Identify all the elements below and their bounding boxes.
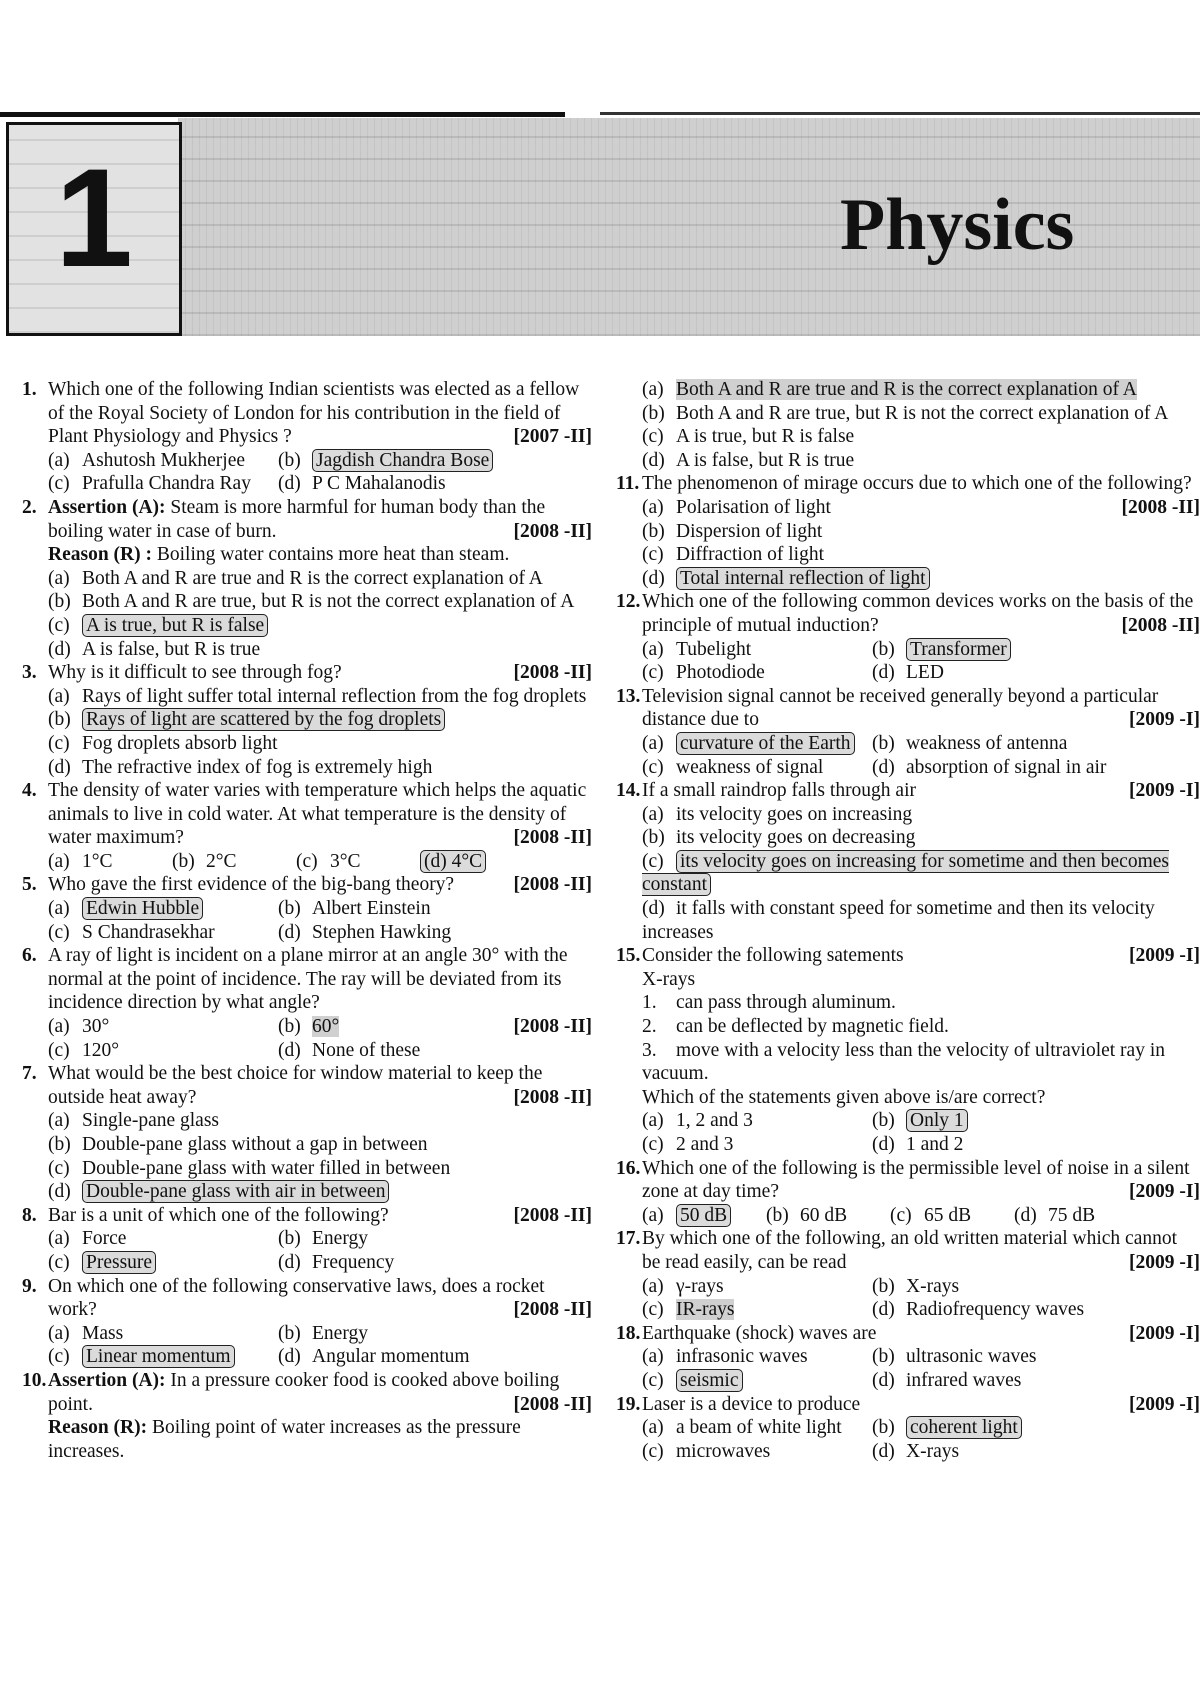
question-5: 5. Who gave the first evidence of the big-bang theory? [2008 -II]: [22, 874, 592, 896]
option-answer-marked[interactable]: 60°: [312, 1016, 340, 1038]
options-row: (a) curvature of the Earth (b) weakness of antenna: [642, 732, 1068, 754]
option[interactable]: microwaves: [676, 1440, 771, 1462]
option-row: (a) its velocity goes on increasing: [642, 803, 913, 825]
left-column: [22, 378, 592, 1463]
option-row: (c) its velocity goes on increasing for sometime and then becomes constant: [642, 850, 1169, 896]
question-text: Which one of the following Indian scientists was elected as a fellow of the Royal Society of London for his contribution in the field of Plant Physiology and Physics ?: [48, 379, 580, 448]
statement-question: Which of the statements given above is/are correct?: [642, 1086, 1046, 1108]
reason: Reason (R): Boiling point of water increases as the pressure increases.: [48, 1417, 521, 1462]
question-8: 8. Bar is a unit of which one of the following? [2008 -II]: [22, 1204, 592, 1226]
chapter-title: Physics: [840, 184, 1075, 266]
option-row: (d) A is false, but R is true: [642, 449, 855, 471]
option[interactable]: Double-pane glass with water filled in between: [82, 1157, 451, 1179]
question-13: 13. Television signal cannot be received generally beyond a particular distance due to [2009 -I]: [616, 685, 1200, 731]
option[interactable]: Albert Einstein: [312, 898, 431, 920]
option[interactable]: 2 and 3: [676, 1134, 734, 1155]
option[interactable]: Mass: [82, 1322, 124, 1344]
option[interactable]: Energy: [312, 1228, 368, 1250]
option-row: (b) Dispersion of light: [642, 520, 823, 542]
question-11: 11. The phenomenon of mirage occurs due to which one of the following? [2008 -II]: [616, 473, 1200, 518]
option[interactable]: Force: [82, 1228, 127, 1250]
option-row: (a) Both A and R are true and R is the correct explanation of A: [48, 567, 543, 589]
option-answer-marked[interactable]: coherent light: [906, 1416, 1022, 1439]
options-row: (c) Photodiode (d) LED: [642, 662, 944, 684]
option[interactable]: A is false, but R is true: [82, 638, 261, 660]
option-row: (c) A is true, but R is false: [22, 614, 592, 638]
options-row: (a) γ-rays (b) X-rays: [642, 1275, 960, 1297]
option[interactable]: Both A and R are true and R is the correct explanation of A: [82, 567, 543, 589]
option-answer-marked[interactable]: Edwin Hubble: [82, 897, 203, 920]
question-7: 7. What would be the best choice for window material to keep the outside heat away? [2008 -II]: [22, 1063, 592, 1108]
option[interactable]: infrared waves: [906, 1369, 1022, 1391]
question-1: 1. Which one of the following Indian scientists was elected as a fellow of the Royal Society of London for his contribution in the field of Plant Physiology and Physics ? [2007 -II]: [22, 379, 592, 448]
option-answer-marked[interactable]: its velocity goes on increasing for sometime and then becomes constant: [642, 850, 1169, 896]
option-answer-marked[interactable]: Jagdish Chandra Bose: [312, 449, 493, 472]
option[interactable]: absorption of signal in air: [906, 756, 1107, 778]
option[interactable]: 30°: [82, 1016, 110, 1038]
option-row: (a) Both A and R are true and R is the correct explanation of A: [642, 379, 1137, 400]
option[interactable]: 3°C: [330, 850, 361, 872]
option-row: (b) Rays of light are scattered by the fog droplets: [22, 708, 592, 732]
options-row: (a) Ashutosh Mukherjee (b) Jagdish Chandra Bose: [22, 449, 592, 473]
right-column: [616, 378, 1200, 1463]
question-12: 12. Which one of the following common devices works on the basis of the principle of mutual induction? [2008 -II]: [616, 591, 1200, 636]
option[interactable]: Polarisation of light: [676, 496, 831, 518]
option[interactable]: The refractive index of fog is extremely high: [82, 756, 433, 778]
statement: 2. can be deflected by magnetic field.: [642, 1016, 949, 1038]
option-answer-marked[interactable]: 50 dB: [676, 1204, 731, 1227]
option[interactable]: γ-rays: [676, 1275, 724, 1297]
option[interactable]: Energy: [312, 1322, 368, 1344]
option[interactable]: Both A and R are true, but R is not the correct explanation of A: [676, 402, 1169, 424]
option-answer-marked[interactable]: Only 1: [906, 1109, 968, 1132]
option-answer-marked[interactable]: Double-pane glass with air in between: [82, 1180, 389, 1203]
option-row: (b) Both A and R are true, but R is not the correct explanation of A: [48, 591, 575, 613]
options-row: (a) infrasonic waves (b) ultrasonic waves: [642, 1346, 1037, 1368]
option-answer-marked[interactable]: seismic: [676, 1369, 743, 1392]
options-row: (a) 30° (b) 60° [2008 -II]: [48, 1016, 592, 1038]
option[interactable]: 2°C: [206, 850, 237, 872]
question-14: 14. If a small raindrop falls through air [2009 -I]: [616, 780, 1200, 802]
question-6: 6. A ray of light is incident on a plane mirror at an angle 30° with the normal at the point of incidence. The ray will be deviated from its incidence direction by what angle?: [22, 945, 568, 1014]
option[interactable]: A is false, but R is true: [676, 449, 855, 471]
option[interactable]: Prafulla Chandra Ray: [82, 473, 251, 495]
options-row: (a) Force (b) Energy: [48, 1228, 368, 1250]
question-17: 17. By which one of the following, an old written material which cannot be read easily, can be read [2009 -I]: [616, 1228, 1200, 1273]
options-row: (c) S Chandrasekhar (d) Stephen Hawking: [48, 921, 452, 943]
option-row: (d) Double-pane glass with air in between: [22, 1180, 592, 1204]
option[interactable]: 60 dB: [800, 1204, 848, 1226]
option[interactable]: Rays of light suffer total internal reflection from the fog droplets: [82, 685, 587, 707]
options-row: (c) 2 and 3 (d) 1 and 2: [642, 1134, 964, 1155]
option-row: (d) A is false, but R is true: [48, 638, 261, 660]
option[interactable]: S Chandrasekhar: [82, 921, 215, 943]
option-answer-marked[interactable]: curvature of the Earth: [676, 732, 855, 755]
option-answer-marked[interactable]: IR-rays: [676, 1299, 735, 1321]
option[interactable]: None of these: [312, 1039, 421, 1061]
options-row: (a) Tubelight (b) Transformer: [616, 638, 1200, 662]
option-row: (d) it falls with constant speed for sometime and then its velocity increases: [642, 898, 1155, 943]
option[interactable]: Dispersion of light: [676, 520, 823, 542]
statement: 3. move with a velocity less than the velocity of ultraviolet ray in vacuum.: [642, 1039, 1165, 1085]
option[interactable]: X-rays: [906, 1275, 960, 1297]
option[interactable]: Both A and R are true, but R is not the correct explanation of A: [82, 591, 575, 613]
options-row: (c) Prafulla Chandra Ray (d) P C Mahalanodis: [48, 473, 446, 495]
option[interactable]: Tubelight: [676, 638, 752, 660]
option[interactable]: 120°: [82, 1039, 120, 1061]
option[interactable]: Frequency: [312, 1251, 395, 1273]
question-15: 15. Consider the following satements [2009 -I]: [616, 945, 1200, 967]
option-answer-marked[interactable]: Rays of light are scattered by the fog droplets: [82, 708, 445, 731]
option[interactable]: 1, 2 and 3: [676, 1110, 753, 1132]
option[interactable]: Double-pane glass without a gap in between: [82, 1134, 428, 1155]
option[interactable]: Photodiode: [676, 662, 765, 684]
option-answer-marked[interactable]: (d) 4°C: [420, 850, 486, 873]
option-row: (c) Fog droplets absorb light: [48, 732, 278, 754]
option[interactable]: Angular momentum: [312, 1346, 470, 1368]
option[interactable]: LED: [906, 662, 944, 684]
option[interactable]: Single-pane glass: [82, 1110, 220, 1132]
question-18: 18. Earthquake (shock) waves are [2009 -I]: [616, 1322, 1200, 1344]
options-row: (a) 50 dB (b) 60 dB (c) 65 dB (d) 75 dB: [642, 1204, 1096, 1226]
options-row: (c) weakness of signal (d) absorption of signal in air: [642, 756, 1107, 778]
option-answer-marked[interactable]: Linear momentum: [82, 1345, 235, 1368]
option[interactable]: its velocity goes on increasing: [676, 803, 913, 825]
option-row: (d) The refractive index of fog is extremely high: [48, 756, 433, 778]
option-answer-marked[interactable]: A is true, but R is false: [82, 614, 268, 637]
option-row: (b) Both A and R are true, but R is not the correct explanation of A: [642, 402, 1169, 424]
reason: Reason (R) : Boiling water contains more heat than steam.: [48, 544, 510, 566]
option[interactable]: weakness of antenna: [906, 732, 1068, 754]
options-row: (c) seismic (d) infrared waves: [642, 1369, 1022, 1391]
option-answer-marked[interactable]: Total internal reflection of light: [676, 567, 930, 590]
option-row: (b) its velocity goes on decreasing: [642, 827, 916, 849]
option[interactable]: 75 dB: [1048, 1204, 1096, 1226]
question-3: 3. Why is it difficult to see through fog? [2008 -II]: [22, 662, 592, 684]
option-row: (c) Double-pane glass with water filled in between: [48, 1157, 451, 1179]
options-row: (a) Mass (b) Energy: [48, 1322, 368, 1344]
option[interactable]: A is true, but R is false: [676, 426, 855, 448]
header-rule-right: [600, 112, 1200, 115]
option[interactable]: Ashutosh Mukherjee: [82, 449, 246, 471]
options-row: (a) a beam of white light (b) coherent light: [616, 1416, 1200, 1440]
options-row: (a) Edwin Hubble (b) Albert Einstein: [48, 898, 431, 920]
option[interactable]: X-rays: [906, 1440, 960, 1462]
option[interactable]: 1°C: [82, 850, 113, 872]
question-19: 19. Laser is a device to produce [2009 -I]: [616, 1393, 1200, 1415]
question-10: 10. Assertion (A): In a pressure cooker food is cooked above boiling point. [2008 -II]: [22, 1369, 592, 1415]
option-row: (a) Polarisation of light: [642, 496, 831, 518]
option[interactable]: Radiofrequency waves: [906, 1299, 1085, 1321]
option[interactable]: 65 dB: [924, 1204, 972, 1226]
option-row: (d) Total internal reflection of light: [616, 567, 1200, 591]
option[interactable]: Stephen Hawking: [312, 921, 452, 943]
chapter-number-box: [6, 122, 182, 336]
option[interactable]: weakness of signal: [676, 756, 824, 778]
chapter-number: 1: [55, 139, 133, 296]
options-row: (c) microwaves (d) X-rays: [642, 1440, 960, 1462]
option-row: (b) Double-pane glass without a gap in between: [48, 1134, 428, 1155]
option-row: (c) Diffraction of light: [642, 544, 825, 566]
option[interactable]: 1 and 2: [906, 1134, 964, 1155]
option-answer-marked[interactable]: Transformer: [906, 638, 1011, 661]
question-16: 16. Which one of the following is the permissible level of noise in a silent zone at day time? [2009 -I]: [616, 1157, 1200, 1203]
header-rule: [0, 112, 565, 117]
question-year: [2007 -II]: [513, 426, 592, 448]
option-answer-marked[interactable]: Both A and R are true and R is the correct explanation of A: [676, 379, 1137, 400]
options-row: (a) 1, 2 and 3 (b) Only 1: [616, 1109, 1200, 1133]
question-9: 9. On which one of the following conservative laws, does a rocket work? [2008 -II]: [22, 1275, 592, 1321]
option[interactable]: a beam of white light: [676, 1417, 842, 1439]
option[interactable]: P C Mahalanodis: [312, 473, 446, 495]
option-answer-marked[interactable]: Pressure: [82, 1251, 156, 1274]
option[interactable]: infrasonic waves: [676, 1346, 808, 1368]
option[interactable]: its velocity goes on decreasing: [676, 827, 916, 849]
options-row: (c) Linear momentum (d) Angular momentum: [48, 1346, 470, 1368]
statement: 1. can pass through aluminum.: [642, 992, 896, 1014]
option-row: (a) Single-pane glass: [48, 1110, 220, 1132]
options-row: (c) Pressure (d) Frequency: [48, 1251, 395, 1273]
options-row: (c) IR-rays (d) Radiofrequency waves: [642, 1299, 1085, 1321]
option[interactable]: it falls with constant speed for sometime and then its velocity increases: [642, 898, 1155, 943]
question-4: 4. The density of water varies with temperature which helps the aquatic animals to live in cold water. At what temperature is the density of water maximum? [2008 -II]: [22, 780, 592, 849]
options-row: (a) 1°C (b) 2°C (c) 3°C (d) 4°C: [22, 850, 592, 874]
option[interactable]: Diffraction of light: [676, 544, 825, 566]
option[interactable]: Fog droplets absorb light: [82, 732, 278, 754]
statement-intro: X-rays: [642, 968, 696, 990]
option[interactable]: ultrasonic waves: [906, 1346, 1037, 1368]
option-row: (c) A is true, but R is false: [642, 426, 855, 448]
question-2: 2. Assertion (A): Steam is more harmful for human body than the boiling water in case of burn. [2008 -II]: [22, 496, 592, 542]
options-row: (c) 120° (d) None of these: [48, 1039, 421, 1061]
option-row: (a) Rays of light suffer total internal reflection from the fog droplets: [48, 685, 587, 707]
